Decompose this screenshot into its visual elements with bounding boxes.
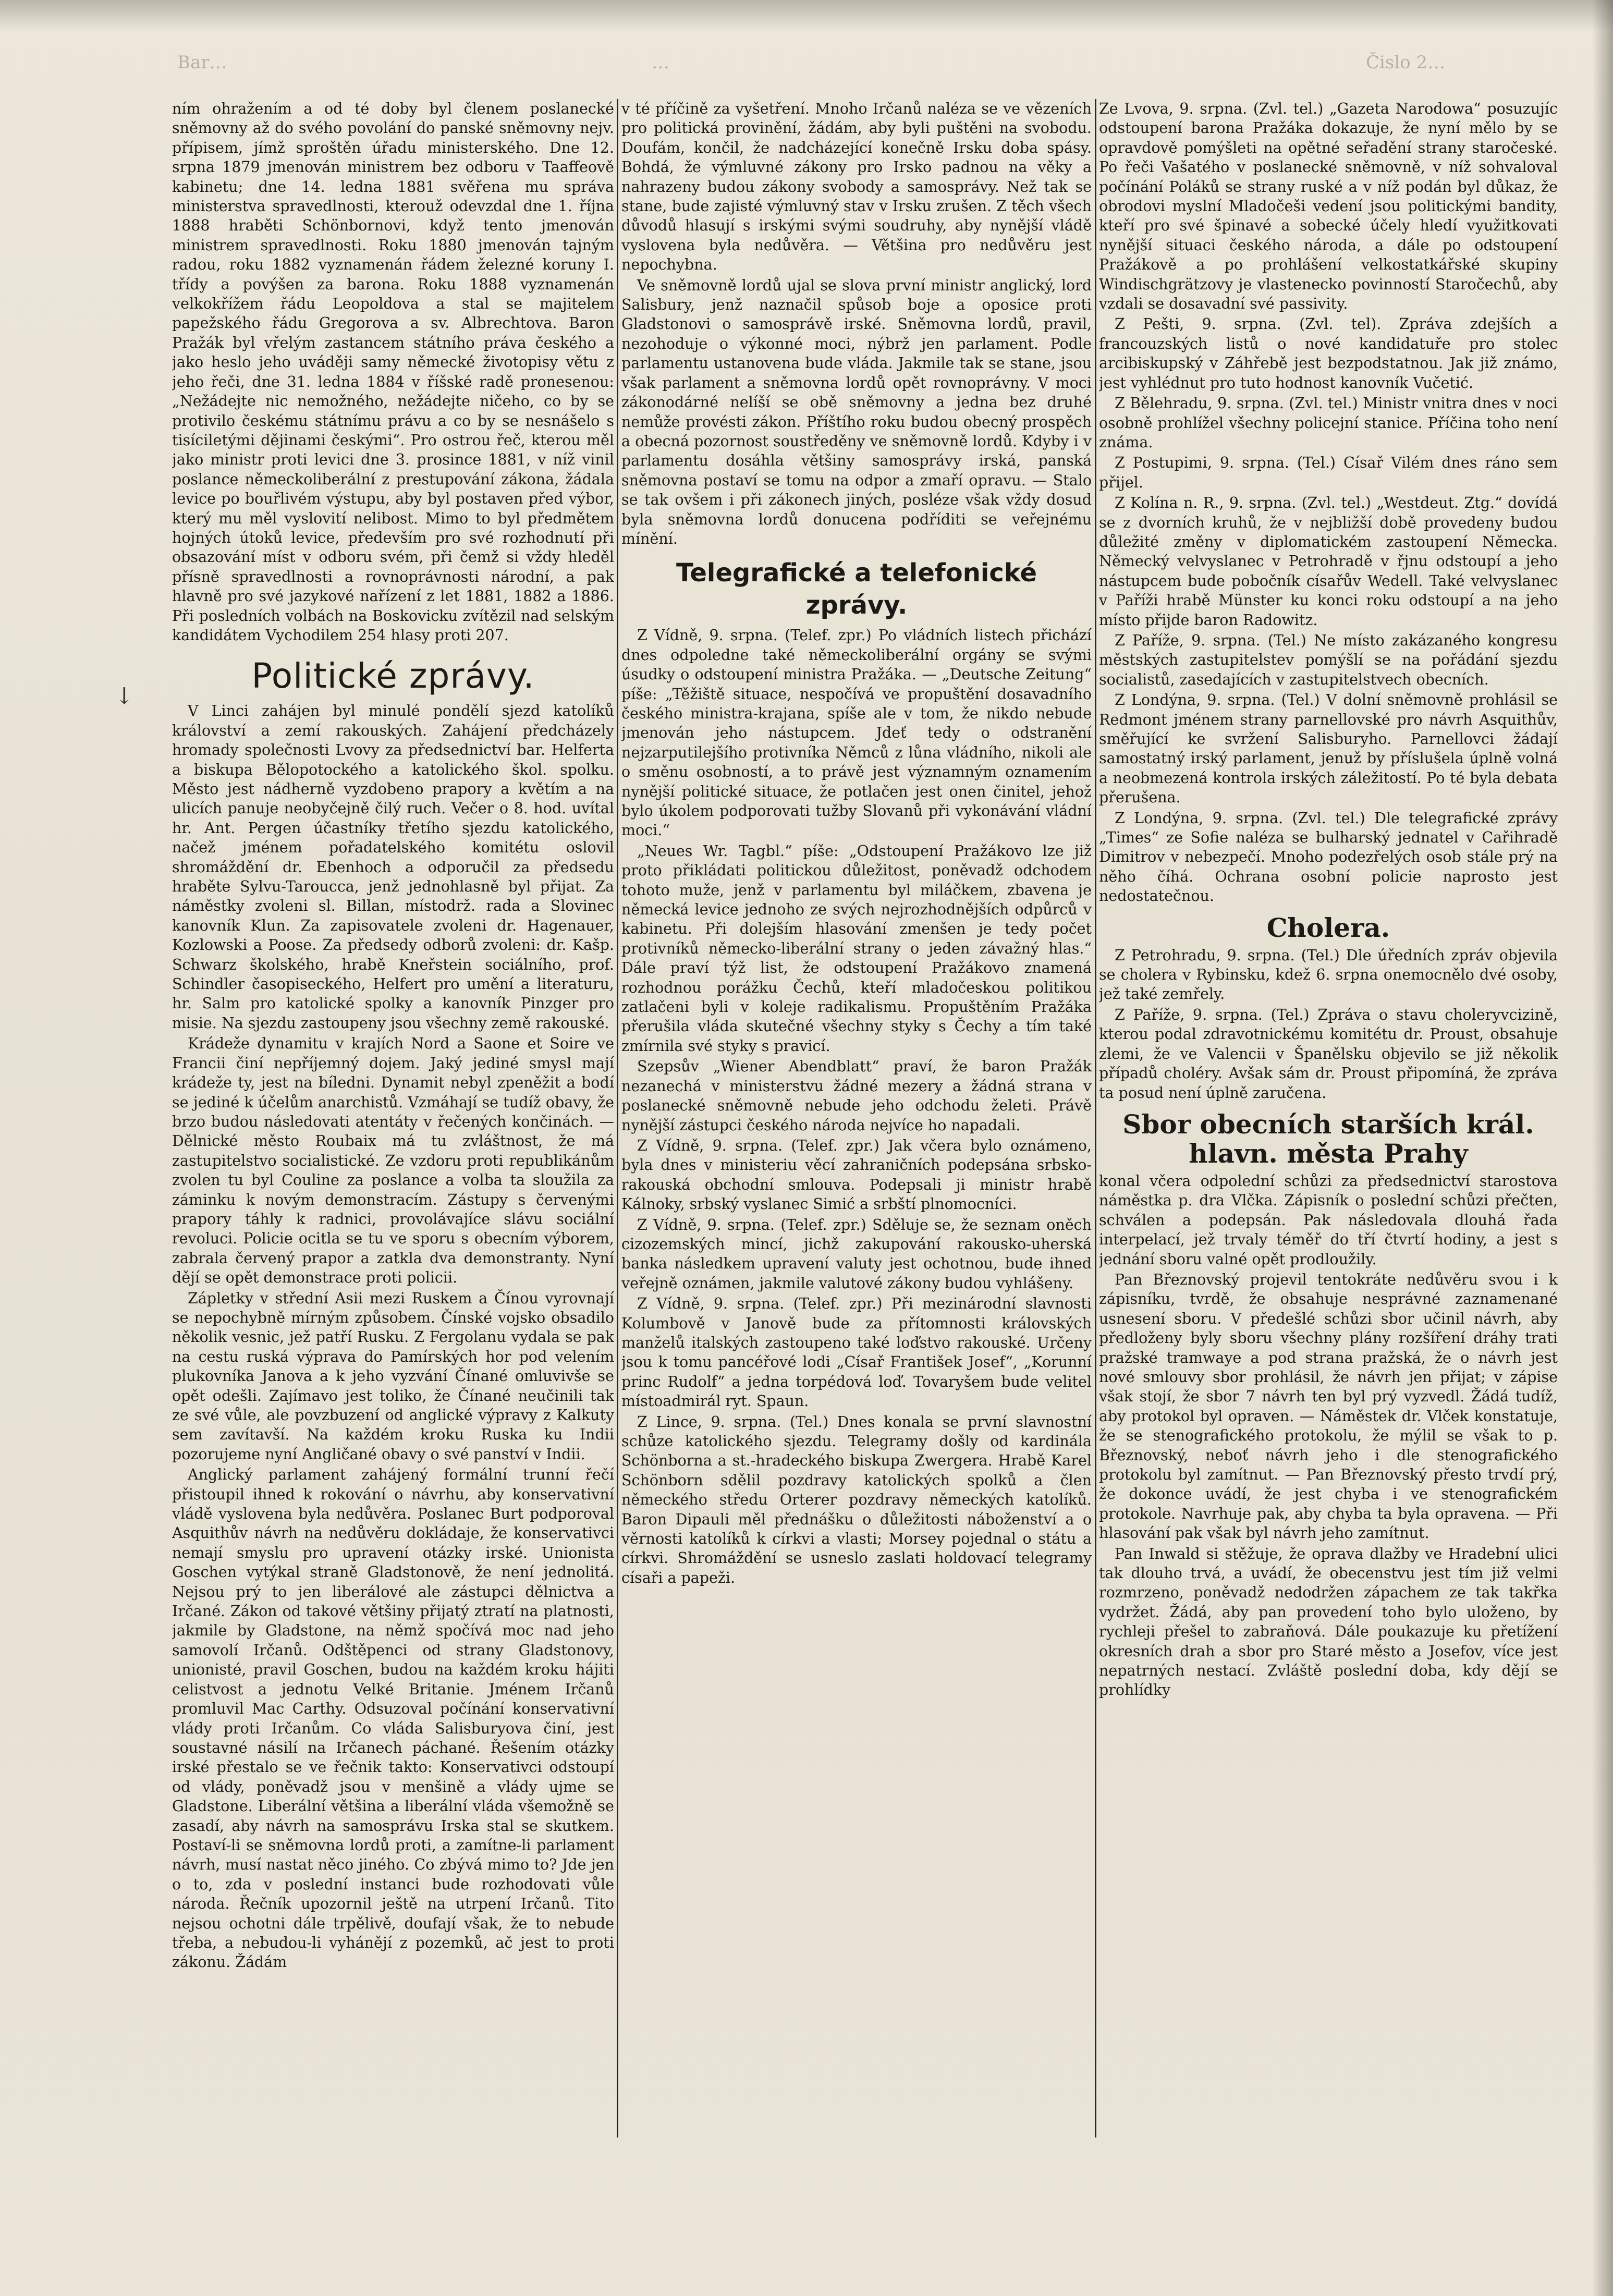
telegram-potsdam: Z Postupimi, 9. srpna. (Tel.) Císař Vilém dnes ráno sem přijel. [1099, 454, 1558, 491]
telegram-lvov: Ze Lvova, 9. srpna. (Zvl. tel.) „Gazeta Narodowa“ posuzujíc odstoupení barona Pražáka dokazuje, že nyní mělo by se opravdově pomýšleti na opětné seřadění strany staročeské. Po řeči Vašatého v poslanecké sněmovně, v níž sohvaloval počínání Poláků se strany ruské a v níž podán byl důkaz, že obrodovi myslní Mladočeši vedení jsou politickými bandity, kteří pro své špinavé a sobecké účely hledí využitkovati nynější situaci českého národa, a dále po odstoupení Pražákově a po prohlášení velkostatkářské skupiny Windischgrätzovy je vlastenecko povinností Staročechů, aby vzdali se dosavadní své passivity. [1099, 100, 1558, 313]
column-rule-1 [617, 99, 618, 2138]
ghost-header-middle: … [652, 52, 669, 73]
column-1 [172, 99, 614, 2226]
sbor-paragraph-1: konal včera odpolední schůzi za předsednictví starostova náměstka p. dra Vlčka. Zápisník o poslední schůzi přečten, schválen a podepsán. Pak následovala dlouhá řada interpelací, jež trvaly téměř do tří čtvrtí hodiny, a jest s jednání sboru valné opět prodloužily. [1099, 1172, 1558, 1268]
section-heading-cholera: Cholera. [1266, 912, 1390, 943]
article-dynamite-theft: Krádeže dynamitu v krajích Nord a Saone et Soire ve Francii činí nepříjemný dojem. Jaký jediné smysl mají krádeže ty, jest na bíledni. Dynamit nebyl zpeněžit a bodí se jediné k účelům anarchistů. Vzmáhají se tudíž obavy, že brzo budou následovati atentáty v řečených končinách. — Dělnické město Roubaix má tu zvláštnost, že má zastupitelstvo socialistické. Ze vzdoru proti republikánům zvolen tu byl Couline za poslance a volba ta sloužila za záminku k novým demonstracím. Zástupy s červenými prapory táhly k radnici, provolávajíce slávu sociální revoluci. Policie ocitla se tu ve sporu s obecním výborem, zabrala červený prapor a zatkla dva demonstranty. Nyní dějí se opět demonstrace proti policii. [172, 1035, 614, 1287]
column-rule-2 [1095, 99, 1096, 2138]
column-2 [621, 99, 1092, 2226]
telegram-pest: Z Pešti, 9. srpna. (Zvl. tel). Zpráva zdejších a francouzských listů o nové kandidatuře pro stolec arcibiskupský v Záhřebě jest bezpodstatnou. Jak již známo, jest vyhlédnut pro tuto hodnost kanovník Vučetić. [1099, 315, 1558, 392]
telegram-vienna-3: Z Vídně, 9. srpna. (Telef. zpr.) Sděluje se, že seznam oněch cizozemských mincí, jichž zakupování rakousko-uherská banka následkem upravení valuty jest ochotnou, bude ihned veřejně oznámen, jakmile valutové zákony budou vyhlášeny. [621, 1216, 1092, 1292]
scan-edge-shadow [1592, 0, 1613, 2296]
telegram-vienna-4: Z Vídně, 9. srpna. (Telef. zpr.) Při mezinárodní slavnosti Kolumbově v Janově bude za přítomnosti královských manželů italských zastoupeno také loďstvo rakouské. Určeny jsou k tomu pancéřové lodi „Císař František Josef“, „Korunní princ Rudolf“ a jedna torpédová loď. Tovaryšem bude velitel místoadmirál ryt. Spaun. [621, 1295, 1092, 1410]
section-heading-sbor: Sbor obecních starších král. hlavn. města Prahy [1122, 1108, 1534, 1169]
article-linz-catholic-congress: V Linci zahájen byl minulé pondělí sjezd katolíků království a zemí rakouských. Zahájení předcházely hromady společnosti Lvovy za předsednictví bar. Helferta a biskupa Bělopotockého a katolického škol. spolku. Město jest nádherně vyzdobeno prapory a květím a na ulicích panuje neobyčejně čilý ruch. Večer o 8. hod. uvítal hr. Ant. Pergen účastníky třetího sjezdu katolického, načež jménem pořadatelského komitétu oslovil shromáždění dr. Ebenhoch a odporučil za předsedu hraběte Sylvu-Taroucca, jenž jednohlasně byl přijat. Za náměstky zvoleni sl. Billan, místodrž. rada a Slovinec kanovník Klun. Za zapisovatele zvoleni dr. Hagenauer, Kozlowski a Poose. Za předsedy odborů zvoleni: dr. Kašp. Schwarz školského, hrabě Kneřstein sociálního, prof. Schindler časopiseckého, Helfert pro umění a literaturu, hr. Salm pro katolické spolky a kanovník Pinzger pro misie. Na sjezdu zastoupeny jsou všechny země rakouské. [172, 702, 614, 1032]
article-central-asia: Zápletky v střední Asii mezi Ruskem a Čínou vyrovnají se nepochybně mírným způsobem. Čínské vojsko obsadilo několik vesnic, jež patří Rusku. Z Fergolanu vydala se pak na cestu ruská výprava do Pamírských hor pod velením plukovníka Janova a k jeho vyzvání Čínané omluvivše se opět odešli. Zajímavo jest toliko, že Čínané neučinili tak ze své vůle, ale povzbuzení od anglické výpravy z Kalkuty sem zavítavší. Na každém kroku Ruska ku Indii pozorujeme nyní Angličané obavy o své panství v Indii. [172, 1289, 614, 1463]
article-house-of-lords: Ve sněmovně lordů ujal se slova první ministr anglický, lord Salisbury, jenž naznačil spůsob boje a oposice proti Gladstonovi o samosprávě irské. Sněmovna lordů, pravil, nezohoduje o výkonné moci, nýbrž jen parlament. Podle parlamentu ustanovena bude vláda. Jakmile tak se stane, jsou však parlament a sněmovna lordů opět rovnoprávny. V moci zákonodárné nelíší se obě sněmovny a jedna bez druhé nemůže provésti zákon. Příštího roku budou obecný prospěch a obecná pozornost soustředěny ve sněmovně lordů. Kdyby i v parlamentu dosáhla většiny samosprávy irská, panská sněmovna postaví se tomu na odpor a zmaří opravu. — Stalo se tak ovšem i při zákonech jiných, posléze však vždy dosud byla sněmovna lordů donucena podříditi se veřejnému mínění. [621, 276, 1092, 547]
telegram-vienna-2: Z Vídně, 9. srpna. (Telef. zpr.) Jak včera bylo oznámeno, byla dnes v ministeriu věcí zahraničních podepsána srbsko-rakouská obchodní smlouva. Podepsali ji ministr hrabě Kálnoky, srbský vyslanec Simić a srbští plnomocníci. [621, 1137, 1092, 1213]
ghost-header-right: Čislo 2… [1366, 52, 1446, 73]
telegram-london-2: Z Londýna, 9. srpna. (Zvl. tel.) Dle telegrafické zprávy „Times“ ze Sofie naléza se bulharský jednatel v Cařihradě Dimitrov v nebezpečí. Mnoho podezřelých osob stále prý na něho číhá. Ochrana osobní policie naprosto jest nedostatečnou. [1099, 809, 1558, 905]
telegram-cologne: Z Kolína n. R., 9. srpna. (Zvl. tel.) „Westdeut. Ztg.“ dovídá se z dvorních kruhů, že v nejbližší době provedeny budou důležité změny v diplomatickém zastoupení Německa. Německý velvyslanec v Petrohradě v řjnu odstoupí a jeho nástupcem bude pobočník císařův Wedell. Také velvyslanec v Paříži hrabě Münster ku konci roku odstoupí a na jeho místo přijde baron Radowitz. [1099, 494, 1558, 629]
telegram-neues-wr-tagbl: „Neues Wr. Tagbl.“ píše: „Odstoupení Pražákovo lze již proto přikládati politickou důležitost, poněvadž odchodem tohoto muže, jenž v parlamentu byl miláčkem, zbavena je německá levice jednoho ze svých nejrozhodnějších odpůrců v kabinetu. Při dolejším hlasování zmenšen je tedy počet protivníků německo-liberální strany o jeden závažný hlas.“ Dále praví týž list, že odstoupení Pražákovo znamená rozhodnou porážku Čechů, kteří mladočeskou politikou zatlačeni byli v koleje radikalismu. Propuštěním Pražáka přerušila vláda skutečné všechny styky s Čechy a tím také zmírnila své styky s pravicí. [621, 842, 1092, 1055]
scan-top-shadow [0, 0, 1613, 31]
telegram-wiener-abendblatt: Szepsův „Wiener Abendblatt“ praví, že baron Pražák nezanechá v ministerstvu žádné mezery a žádná strana v poslanecké sněmovně nebude jeho odchodu želeti. Právě nynější zástupci českého národa nejvíce ho napadali. [621, 1058, 1092, 1134]
telegram-linz: Z Lince, 9. srpna. (Tel.) Dnes konala se první slavnostní schůze katolického sjezdu. Telegramy došly od kardinála Schönborna a st.-hradeckého biskupa Zwergera. Hrabě Karel Schönborn sdělil pozdravy katolických spolků a člen německého středu Orterer pozdravy německých katolíků. Baron Dipauli měl přednášku o důležitosti náboženství a o věrnosti katolíků k církvi a vlasti; Morsey pojednal o státu a církvi. Shromáždění se usneslo zaslati holdovací telegramy císaři a papeži. [621, 1413, 1092, 1586]
telegram-london-1: Z Londýna, 9. srpna. (Tel.) V dolní sněmovně prohlásil se Redmont jménem strany parnellovské pro návrh Asquithův, směřující ke svržení Salisburyho. Parnellovci žádají samostatný irský parlament, jenuž by příslušela úplně volná a neobmezená kontrola irských záležitostí. Po té byla debata přerušena. [1099, 691, 1558, 807]
telegram-belgrade: Z Bělehradu, 9. srpna. (Zvl. tel.) Ministr vnitra dnes v noci osobně prohlížel všechny policejní stanice. Příčina toho není známa. [1099, 395, 1558, 451]
sbor-paragraph-2: Pan Březnovský projevil tentokráte nedůvěru svou i k zápisníku, tvrdě, že obsahuje nesprávné zaznamenané usnesení sboru. V předešlé schůzi sbor učinil návrh, aby předloženy byly sboru všechny plány rozšíření dráhy trati pražské tramwaye a pod strana pražská, že o návrh jest nové smlouvy sbor prohlásil, že návrh jen přijat; v zápise však stojí, že sbor 7 návrh ten byl prý vyzvedl. Žádá tudíž, aby protokol byl opraven. — Náměstek dr. Vlček konstatuje, že se stenografického protokolu, že mýlil se však to p. Březnovský, neboť návrh jeho i dle stenografického protokolu byl zamítnut. — Pan Březnovský přesto trvdí prý, že dokonce uvádí, že jest chyba i ve stenografickém protokole. Navrhuje pak, aby chyba ta byla opravena. — Při hlasování pak však byl návrh jeho zamítnut. [1099, 1271, 1558, 1542]
telegram-vienna-1: Z Vídně, 9. srpna. (Telef. zpr.) Po vládních listech přichází dnes odpoledne také německoliberální orgány se svými úsudky o odstoupení ministra Pražáka. — „Deutsche Zeitung“ píše: „Těžiště situace, nespočívá ve propuštění dosavadního českého ministra-krajana, spíše ale v tom, že nikdo nebude jmenován jeho nástupcem. Jdeť tedy o odstranění nejzarputilejšího protivníka Němců z lůna vládního, nikoli ale o směnu osobností, a to právě jest významným oznamením nynější politické situace, že potlačen jest onen činitel, jehož bylo úkolem podporovati tužby Slovanů při vykonávání vládní moci.“ [621, 627, 1092, 839]
column-3 [1099, 99, 1558, 2226]
article-irish-continued: v té příčině za vyšetření. Mnoho Irčanů naléza se ve vězeních pro politická provinění, žádám, aby byli puštěni na svobodu. Doufám, končil, že nadcházející konečně Irsku doba spásy. Bohdá, že výmluvné zákony pro Irsko padnou na věky a nahrazeny budou zákony svobody a samosprávy. Než tak se stane, bude zajisté výmluvný stav v Irsku zrušen. Z těch všech důvodů hlasují s irskými svými soudruhy, aby nynější vládě vyslovena byla nedůvěra. — Většina pro nedůvěru jest nepochybna. [621, 100, 1092, 274]
cholera-petersburg: Z Petrohradu, 9. srpna. (Tel.) Dle úředních zpráv objevila se cholera v Rybinsku, kdež 6. srpna onemocnělo dvé osoby, jež také zemřely. [1099, 946, 1558, 1003]
telegram-paris-1: Z Paříže, 9. srpna. (Tel.) Ne místo zakázaného kongresu městských zastupitelstev pomýšlí se na pořádání sjezdu socialistů, zasedajících v zastupitelstvech obecních. [1099, 631, 1558, 688]
cholera-paris: Z Paříže, 9. srpna. (Tel.) Zpráva o stavu choleryvcizině, kterou podal zdravotnickému komitétu dr. Proust, obsahuje zlemi, že ve Valencii v Španělsku objevilo se již několik případů choléry. Avšak sám dr. Proust připomíná, že zpráva ta posud není úplně zaručena. [1099, 1006, 1558, 1102]
ghost-header-left: Bar… [177, 52, 227, 73]
margin-mark: ↓ [115, 683, 134, 710]
section-heading-politicke-zpravy: Politické zprávy. [251, 656, 535, 697]
pražák-biography: ním ohražením a od té doby byl členem poslanecké sněmovny až do svého povolání do panské sněmovny nejv. přípisem, jímž sproštěn úřadu ministerského. Dne 12. srpna 1879 jmenován ministrem bez odboru v Taaffeově kabinetu; dne 14. ledna 1881 svěřena mu správa ministerstva spravedlnosti, kterouž odevzdal dne 1. října 1888 hraběti Schönbornovi, když tento jmenován ministrem spravedlnosti. Roku 1880 jmenován tajným radou, roku 1882 vyznamenán řádem železné koruny I. třídy a povýšen za barona. Roku 1888 vyznamenán velkokřížem řádu Leopoldova a stal se majitelem papežského řádu Gregorova a sv. Albrechtova. Baron Pražák byl vřelým zastancem státního práva českého a jako heslo jeho uváději samy německé životopisy větu z jeho řeči, dne 31. ledna 1884 v říšské radě pronesenou: „Nežádejte nic nemožného, nežádejte ničeho, co by se protivilo českému státnímu právu a co by se nesnášelo s tisíciletými dějinami českými“. Pro ostrou řeč, kterou měl jako ministr proti levici dne 3. prosince 1881, v níž vinil poslance německoliberální z prestupování zákona, žádala levice po bouřlivém výstupu, aby byl postaven před výbor, který mu měl vyslovití nelibost. Mimo to byl předmětem hojných útoků levice, především pro své rozhodnutí při obsazování míst v odboru svém, při čemž si vždy hleděl přísně spravedlnosti a rovnoprávnosti národní, a pak hlavně pro své jazykové nařízení z let 1881, 1882 a 1886. Při posledních volbách na Boskovicku zvítězil nad selským kandidátem Vychodilem 254 hlasy proti 207. [172, 100, 614, 644]
sbor-paragraph-3: Pan Inwald si stěžuje, že oprava dlažby ve Hradební ulici tak dlouho trvá, a uvádí, že obecenstvu jest tím již velmi rozmrzeno, poněvadž nedodržen zápachem ze tak takřka vydržet. Žádá, aby pan provedení toho bylo uloženo, by rychleji přešel to zabraňová. Dále poukazuje ku přetížení okresních drah a sbor pro Staré město a Josefov, více jest nepatrných nestací. Zvláště poslední doba, kdy dějí se prohlídky [1099, 1545, 1558, 1699]
section-heading-telegraficke: Telegrafické a telefonické zprávy. [676, 558, 1037, 620]
article-english-parliament: Anglický parlament zahájený formální trunní řečí přistoupil ihned k rokování o návrhu, aby konservativní vládě vyslovena byla nedůvěra. Poslanec Burt podporoval Asquithův návrh na nedůvěru dokládaje, že konservativci nemají smyslu pro upravení otázky irské. Unionista Goschen vytýkal straně Gladstonově, že není jednolitá. Nejsou prý to jen liberálové ale zástupci dělnictva a Irčané. Zákon od takové většiny přijatý ztratí na platnosti, jakmile by Gladstone, na němž spočívá moc nad jeho samovolí Irčanů. Odštěpenci od strany Gladstonovy, unionisté, pravil Goschen, budou na každém kroku hájiti celistvost a jednotu Velké Britanie. Jménem Irčanů promluvil Mac Carthy. Odsuzoval počínání konservativní vlády proti Irčanům. Co vláda Salisburyova činí, jest soustavné násilí na Irčanech páchané. Řešením otázky irské přestalo se ve řečnik takto: Konservativci odstoupí od vlády, poněvadž jsou v menšině a vlády ujme se Gladstone. Liberální většina a liberální vláda všemožně se zasadí, aby návrh na samosprávu Irska stal se skutkem. Postaví-li se sněmovna lordů proti, a zamítne-li parlament návrh, musí nastat něco jiného. Co zbývá mimo to? Jde jen o to, zda v poslední instanci bude rozhodovati vůle národa. Řečník upozornil ještě na utrpení Irčanů. Tito nejsou ochotni dále trpělivě, doufají však, že to nebude třeba, a nebudou-li vyhánějí z pozemků, ač jest to proti zákonu. Žádám [172, 1466, 614, 1971]
